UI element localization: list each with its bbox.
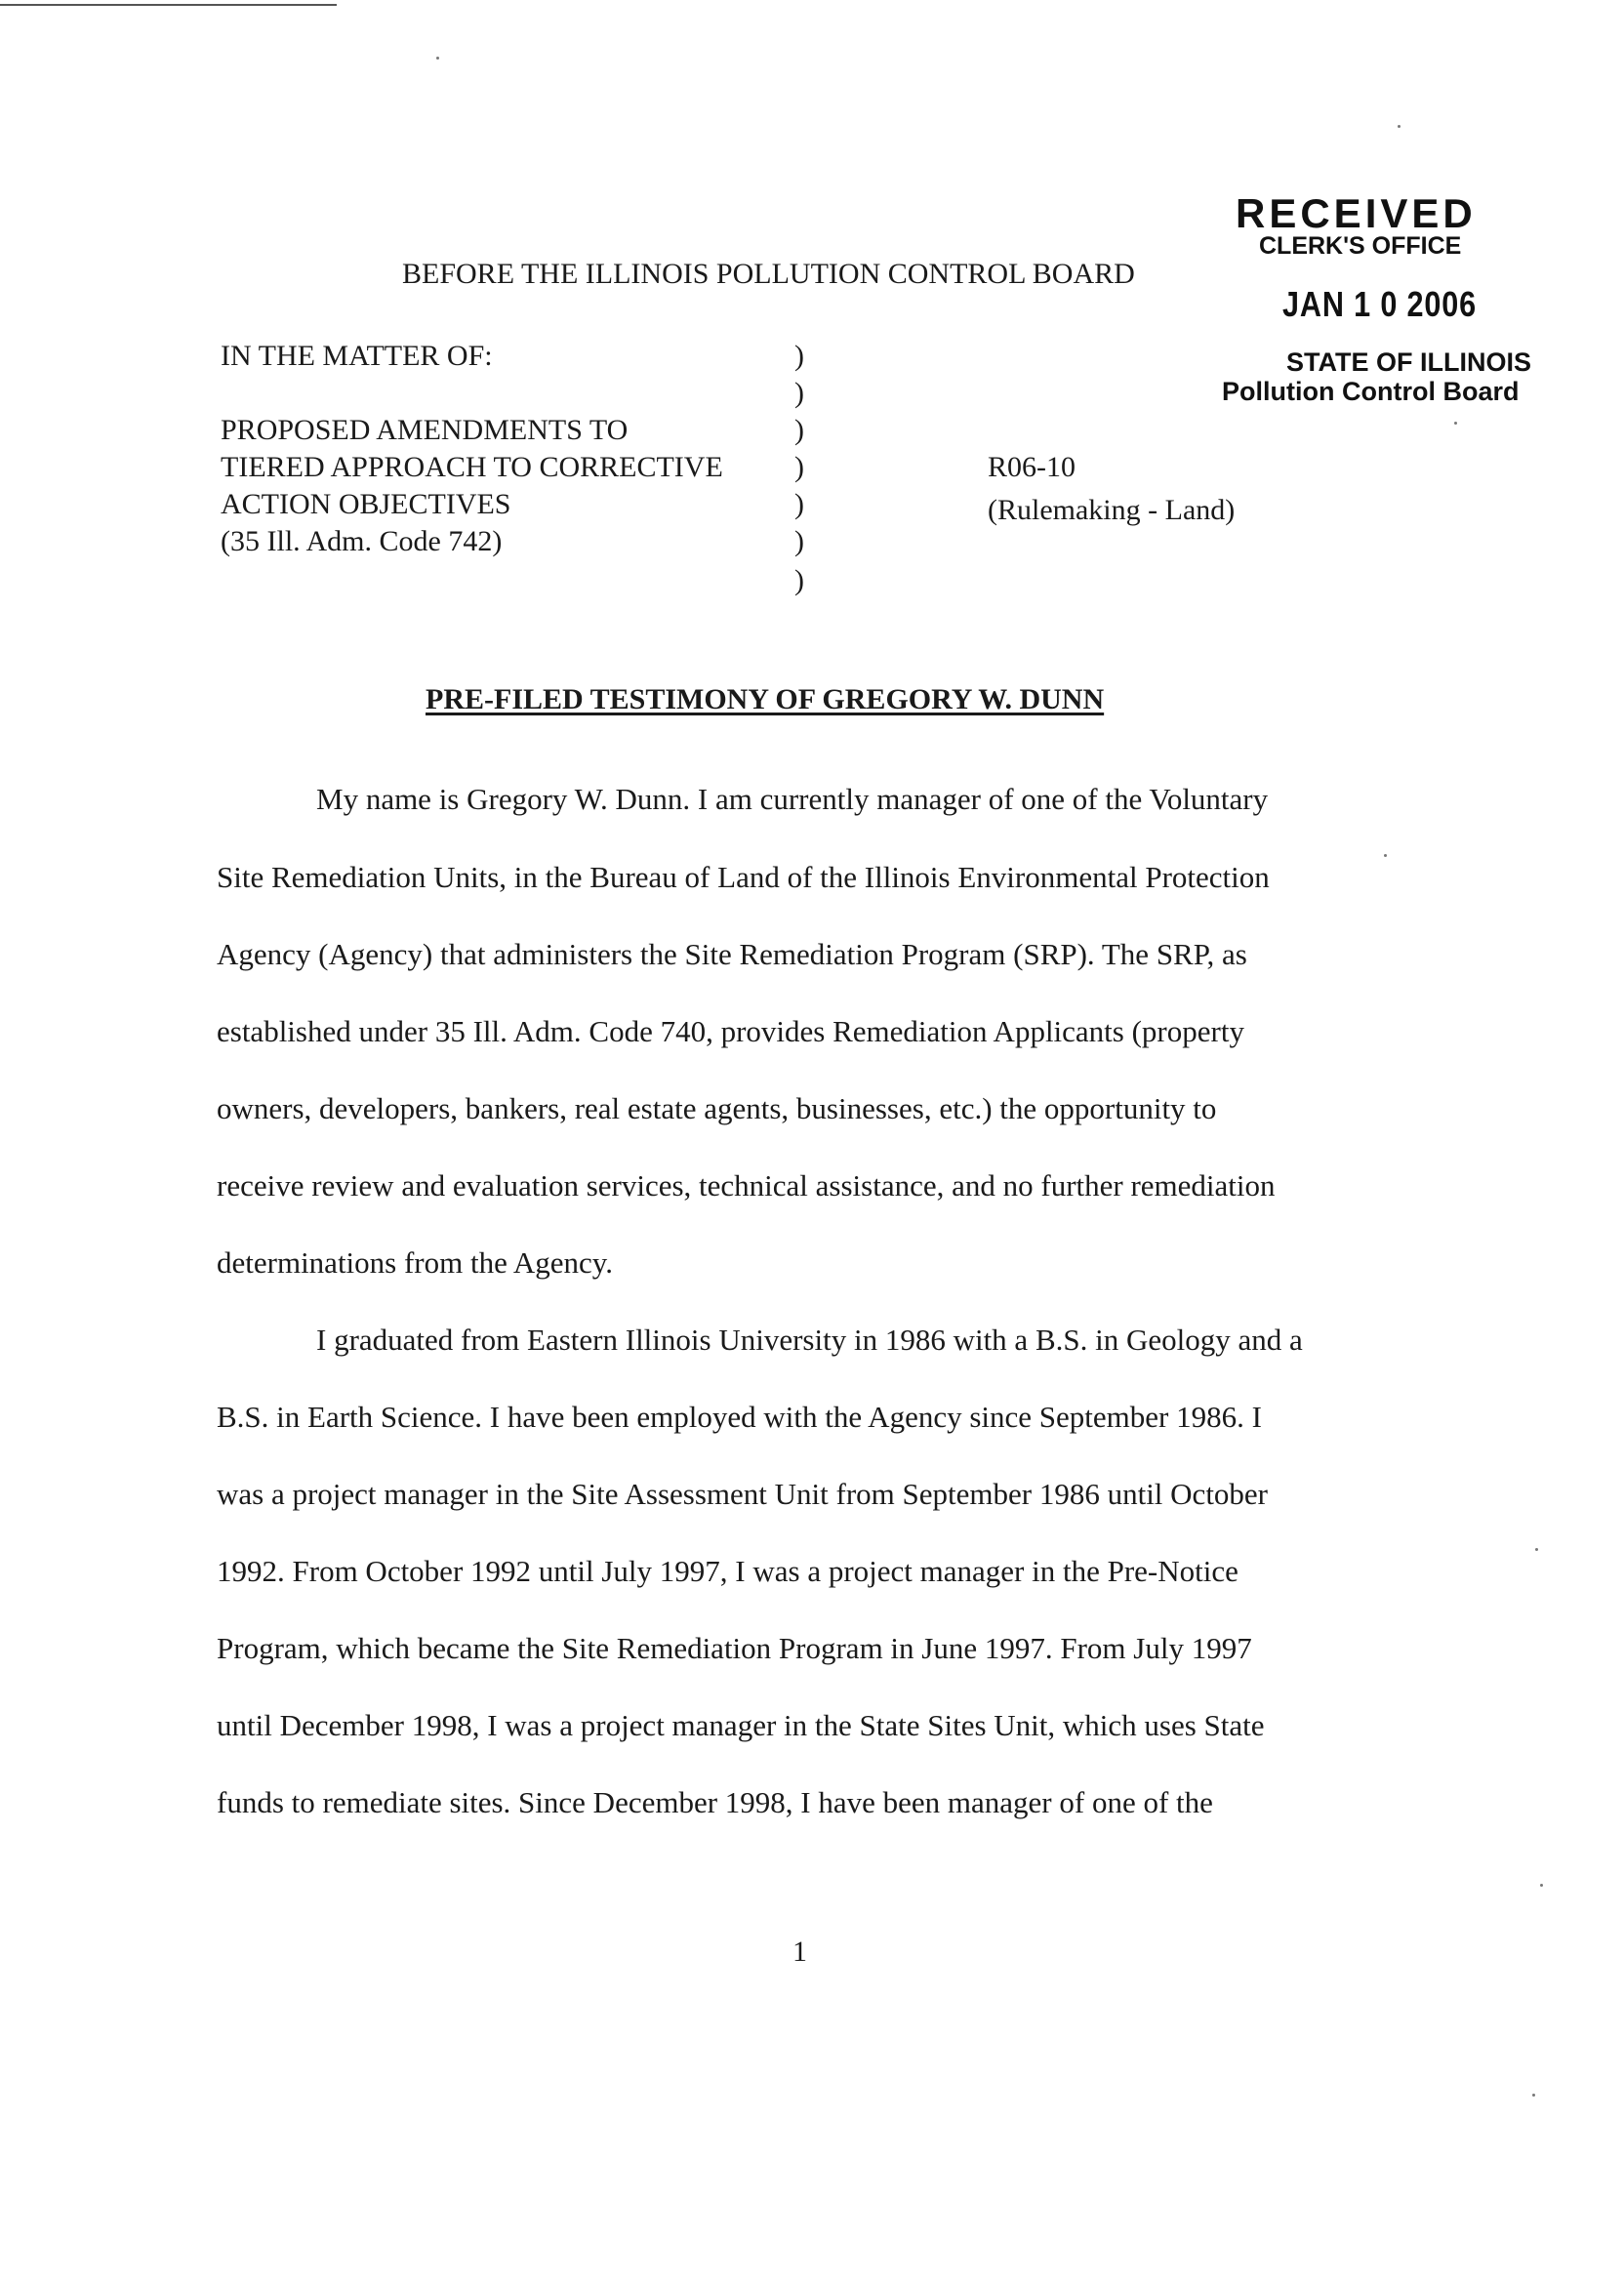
scan-speck (1535, 1548, 1538, 1551)
caption-paren: ) (794, 451, 804, 483)
stamp-clerks-office: CLERK'S OFFICE (1259, 232, 1462, 260)
caption-paren: ) (794, 564, 804, 596)
body-line: established under 35 Ill. Adm. Code 740, provides Remediation Applicants (property (217, 1014, 1244, 1048)
body-line: was a project manager in the Site Assessment Unit from September 1986 until October (217, 1477, 1269, 1511)
docket-number: R06-10 (988, 451, 1076, 483)
scan-edge-line (0, 4, 337, 6)
body-line: Agency (Agency) that administers the Site Remediation Program (SRP). The SRP, as (217, 937, 1247, 971)
caption-paren: ) (794, 525, 804, 557)
page-number: 1 (792, 1936, 807, 1968)
caption-paren: ) (794, 340, 804, 372)
docket-type: (Rulemaking - Land) (988, 494, 1236, 526)
body-line: receive review and evaluation services, technical assistance, and no further remediation (217, 1168, 1276, 1202)
caption-line: (35 Ill. Adm. Code 742) (221, 525, 503, 557)
scan-speck (1540, 1884, 1543, 1887)
body-line: My name is Gregory W. Dunn. I am currently manager of one of the Voluntary (316, 782, 1269, 816)
body-line: B.S. in Earth Science. I have been employed with the Agency since September 1986. I (217, 1400, 1262, 1434)
body-line: funds to remediate sites. Since December 1998, I have been manager of one of the (217, 1785, 1213, 1819)
stamp-state: STATE OF ILLINOIS (1286, 347, 1531, 377)
caption-line: ACTION OBJECTIVES (221, 488, 511, 520)
body-line: determinations from the Agency. (217, 1245, 614, 1280)
caption-matter: IN THE MATTER OF: (221, 340, 493, 372)
caption-paren: ) (794, 414, 804, 446)
body-line: until December 1998, I was a project manager in the State Sites Unit, which uses State (217, 1708, 1265, 1742)
testimony-title: PRE-FILED TESTIMONY OF GREGORY W. DUNN (426, 683, 1105, 715)
body-line: owners, developers, bankers, real estate agents, businesses, etc.) the opportunity to (217, 1091, 1217, 1125)
stamp-date: JAN 1 0 2006 (1282, 284, 1478, 324)
body-line: Site Remediation Units, in the Bureau of Land of the Illinois Environmental Protection (217, 860, 1270, 894)
caption-line: PROPOSED AMENDMENTS TO (221, 414, 629, 446)
scan-speck (1398, 125, 1401, 128)
caption-paren: ) (794, 488, 804, 520)
body-line: Program, which became the Site Remediation Program in June 1997. From July 1997 (217, 1631, 1252, 1665)
stamp-received: RECEIVED (1236, 190, 1477, 236)
scan-speck (436, 57, 439, 60)
body-line: 1992. From October 1992 until July 1997, I was a project manager in the Pre-Notice (217, 1554, 1238, 1588)
court-heading: BEFORE THE ILLINOIS POLLUTION CONTROL BOARD (402, 258, 1135, 290)
caption-paren: ) (794, 377, 804, 409)
scan-speck (1454, 422, 1457, 425)
caption-line: TIERED APPROACH TO CORRECTIVE (221, 451, 723, 483)
scan-speck (1384, 854, 1387, 857)
stamp-board: Pollution Control Board (1222, 377, 1520, 406)
body-line: I graduated from Eastern Illinois University in 1986 with a B.S. in Geology and a (316, 1323, 1303, 1357)
scan-speck (1532, 2094, 1535, 2097)
